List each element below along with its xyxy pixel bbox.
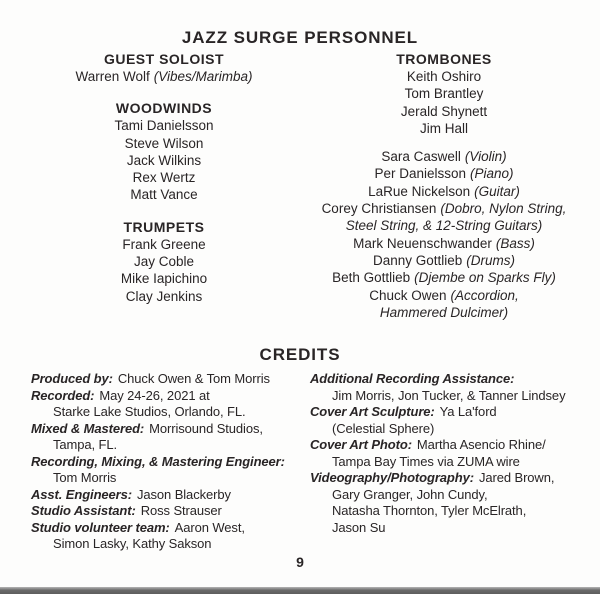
member-name: Mark Neuenschwander: [353, 235, 492, 251]
member-name: Jerald Shynett: [400, 103, 488, 119]
credit-label: Cover Art Sculpture:: [310, 404, 435, 419]
member-name: Corey Christiansen: [321, 201, 437, 217]
credits-left-column: [31, 371, 309, 553]
member-name: Tom Brantley: [404, 86, 484, 102]
credit-continuation-line: (Celestial Sphere): [332, 420, 435, 436]
credit-label: Recorded:: [31, 387, 95, 403]
credit-label: Studio volunteer team:: [31, 519, 170, 535]
credit-continuation-line: Starke Lake Studios, Orlando, FL.: [53, 404, 246, 419]
member-name: Chuck Owen: [369, 287, 447, 303]
credit-value: May 24-26, 2021 at: [99, 387, 210, 403]
credit-label: Mixed & Mastered:: [31, 420, 145, 436]
personnel-member: [28, 152, 300, 169]
credit-continuation-line: Jason Su: [332, 519, 386, 535]
member-name: Matt Vance: [130, 187, 198, 203]
personnel-member: [306, 269, 582, 286]
credit-item: [31, 454, 309, 487]
personnel-member: [306, 183, 582, 200]
credit-item: [31, 421, 309, 454]
credit-label: Asst. Engineers:: [31, 486, 132, 502]
member-name: Keith Oshiro: [406, 69, 482, 84]
member-name: Tami Danielsson: [114, 118, 214, 134]
credit-item: [31, 371, 309, 388]
credit-label: Additional Recording Assistance:: [310, 371, 515, 386]
personnel-member: [28, 68, 300, 85]
credit-continuation-line: Jim Morris, Jon Tucker, & Tanner Lindsey: [332, 387, 566, 403]
member-name: Jim Hall: [419, 120, 468, 136]
member-instrument: (Bass): [495, 235, 535, 251]
section-woodwinds: [28, 100, 300, 203]
member-instrument: (Vibes/Marimba): [153, 69, 253, 84]
section-heading: TROMBONES: [396, 51, 492, 67]
personnel-member: [306, 200, 582, 235]
personnel-member: [28, 186, 300, 203]
section-heading: TRUMPETS: [123, 218, 205, 235]
personnel-member: [28, 236, 300, 253]
member-instrument: (Dobro, Nylon String,: [440, 201, 567, 217]
member-name: Rex Wertz: [132, 170, 196, 186]
member-instrument: (Drums): [466, 252, 516, 268]
credit-continuation-line: Simon Lasky, Kathy Sakson: [53, 536, 212, 551]
credits-right-column: [310, 371, 595, 536]
member-name: Sara Caswell: [381, 149, 461, 165]
credit-continuation-line: Tampa Bay Times via ZUMA wire: [332, 453, 520, 469]
section-trombones: [306, 51, 582, 137]
credit-value: Martha Asencio Rhine/: [416, 437, 546, 452]
personnel-member: [28, 135, 300, 152]
member-name: Beth Gottlieb: [332, 270, 411, 286]
member-instrument-line2: Steel String, & 12-String Guitars): [345, 218, 543, 234]
credit-value: Chuck Owen & Tom Morris: [117, 371, 270, 386]
credit-label: Studio Assistant:: [31, 503, 136, 518]
personnel-member: [306, 68, 582, 85]
personnel-member: [306, 287, 582, 322]
credit-label: Produced by:: [31, 371, 113, 386]
member-name: Per Danielsson: [374, 166, 466, 182]
credit-continuation-line: Tampa, FL.: [53, 437, 118, 452]
credit-item: [31, 503, 309, 520]
member-name: Mike Iapichino: [120, 271, 208, 287]
personnel-member: [28, 169, 300, 186]
section-trumpets: [28, 219, 300, 305]
credit-label: Cover Art Photo:: [310, 437, 412, 452]
member-name: Steve Wilson: [124, 135, 204, 151]
credit-item: [31, 520, 309, 553]
credit-item: [31, 487, 309, 504]
credit-item: [310, 470, 595, 536]
section-heading: GUEST SOLOIST: [103, 51, 225, 67]
member-name: Danny Gottlieb: [372, 252, 463, 268]
section-rhythm-strings: [306, 148, 582, 321]
page-title: JAZZ SURGE PERSONNEL: [181, 28, 419, 47]
credit-value: Ya La'ford: [439, 404, 497, 419]
credit-item: [310, 371, 595, 404]
personnel-right-column: [306, 51, 582, 321]
credit-value: Jason Blackerby: [137, 486, 231, 502]
section-heading: WOODWINDS: [115, 100, 213, 117]
credit-value: Jared Brown,: [478, 470, 555, 485]
member-instrument: (Piano): [470, 166, 514, 182]
member-instrument: (Djembe on Sparks Fly): [414, 270, 556, 286]
section-guest-soloist: [28, 51, 300, 85]
credit-value: Morrisound Studios,: [149, 420, 263, 436]
personnel-member: [28, 270, 300, 287]
credits-heading: CREDITS: [259, 345, 341, 364]
page-number: 9: [296, 554, 304, 570]
member-name: Clay Jenkins: [125, 288, 203, 304]
member-instrument: (Accordion,: [450, 287, 519, 303]
member-name: Jack Wilkins: [126, 152, 202, 168]
personnel-member: [306, 252, 582, 269]
member-instrument: (Guitar): [474, 183, 520, 199]
personnel-member: [28, 117, 300, 134]
credit-value: Ross Strauser: [140, 503, 222, 518]
credit-value: Aaron West,: [174, 519, 245, 535]
personnel-member: [306, 165, 582, 182]
member-name: LaRue Nickelson: [368, 183, 471, 199]
personnel-left-column: [28, 51, 300, 305]
credit-label: Recording, Mixing, & Mastering Engineer:: [31, 453, 285, 469]
personnel-member: [306, 120, 582, 137]
credit-label: Videography/Photography:: [310, 470, 474, 485]
member-name: Jay Coble: [133, 254, 195, 270]
credit-continuation-line: Tom Morris: [53, 470, 117, 485]
personnel-member: [306, 148, 582, 165]
member-name: Frank Greene: [122, 236, 206, 252]
personnel-member: [306, 85, 582, 102]
member-instrument-line2: Hammered Dulcimer): [379, 304, 509, 320]
personnel-member: [306, 235, 582, 252]
personnel-member: [28, 253, 300, 270]
credit-item: [31, 388, 309, 421]
credit-continuation-line: Gary Granger, John Cundy,: [332, 486, 488, 502]
credit-continuation-line: Natasha Thornton, Tyler McElrath,: [332, 503, 527, 518]
credit-item: [310, 437, 595, 470]
member-name: Warren Wolf: [75, 69, 150, 84]
member-instrument: (Violin): [464, 149, 507, 165]
personnel-member: [28, 288, 300, 305]
scan-edge-strip: [0, 587, 600, 594]
credit-item: [310, 404, 595, 437]
personnel-member: [306, 103, 582, 120]
